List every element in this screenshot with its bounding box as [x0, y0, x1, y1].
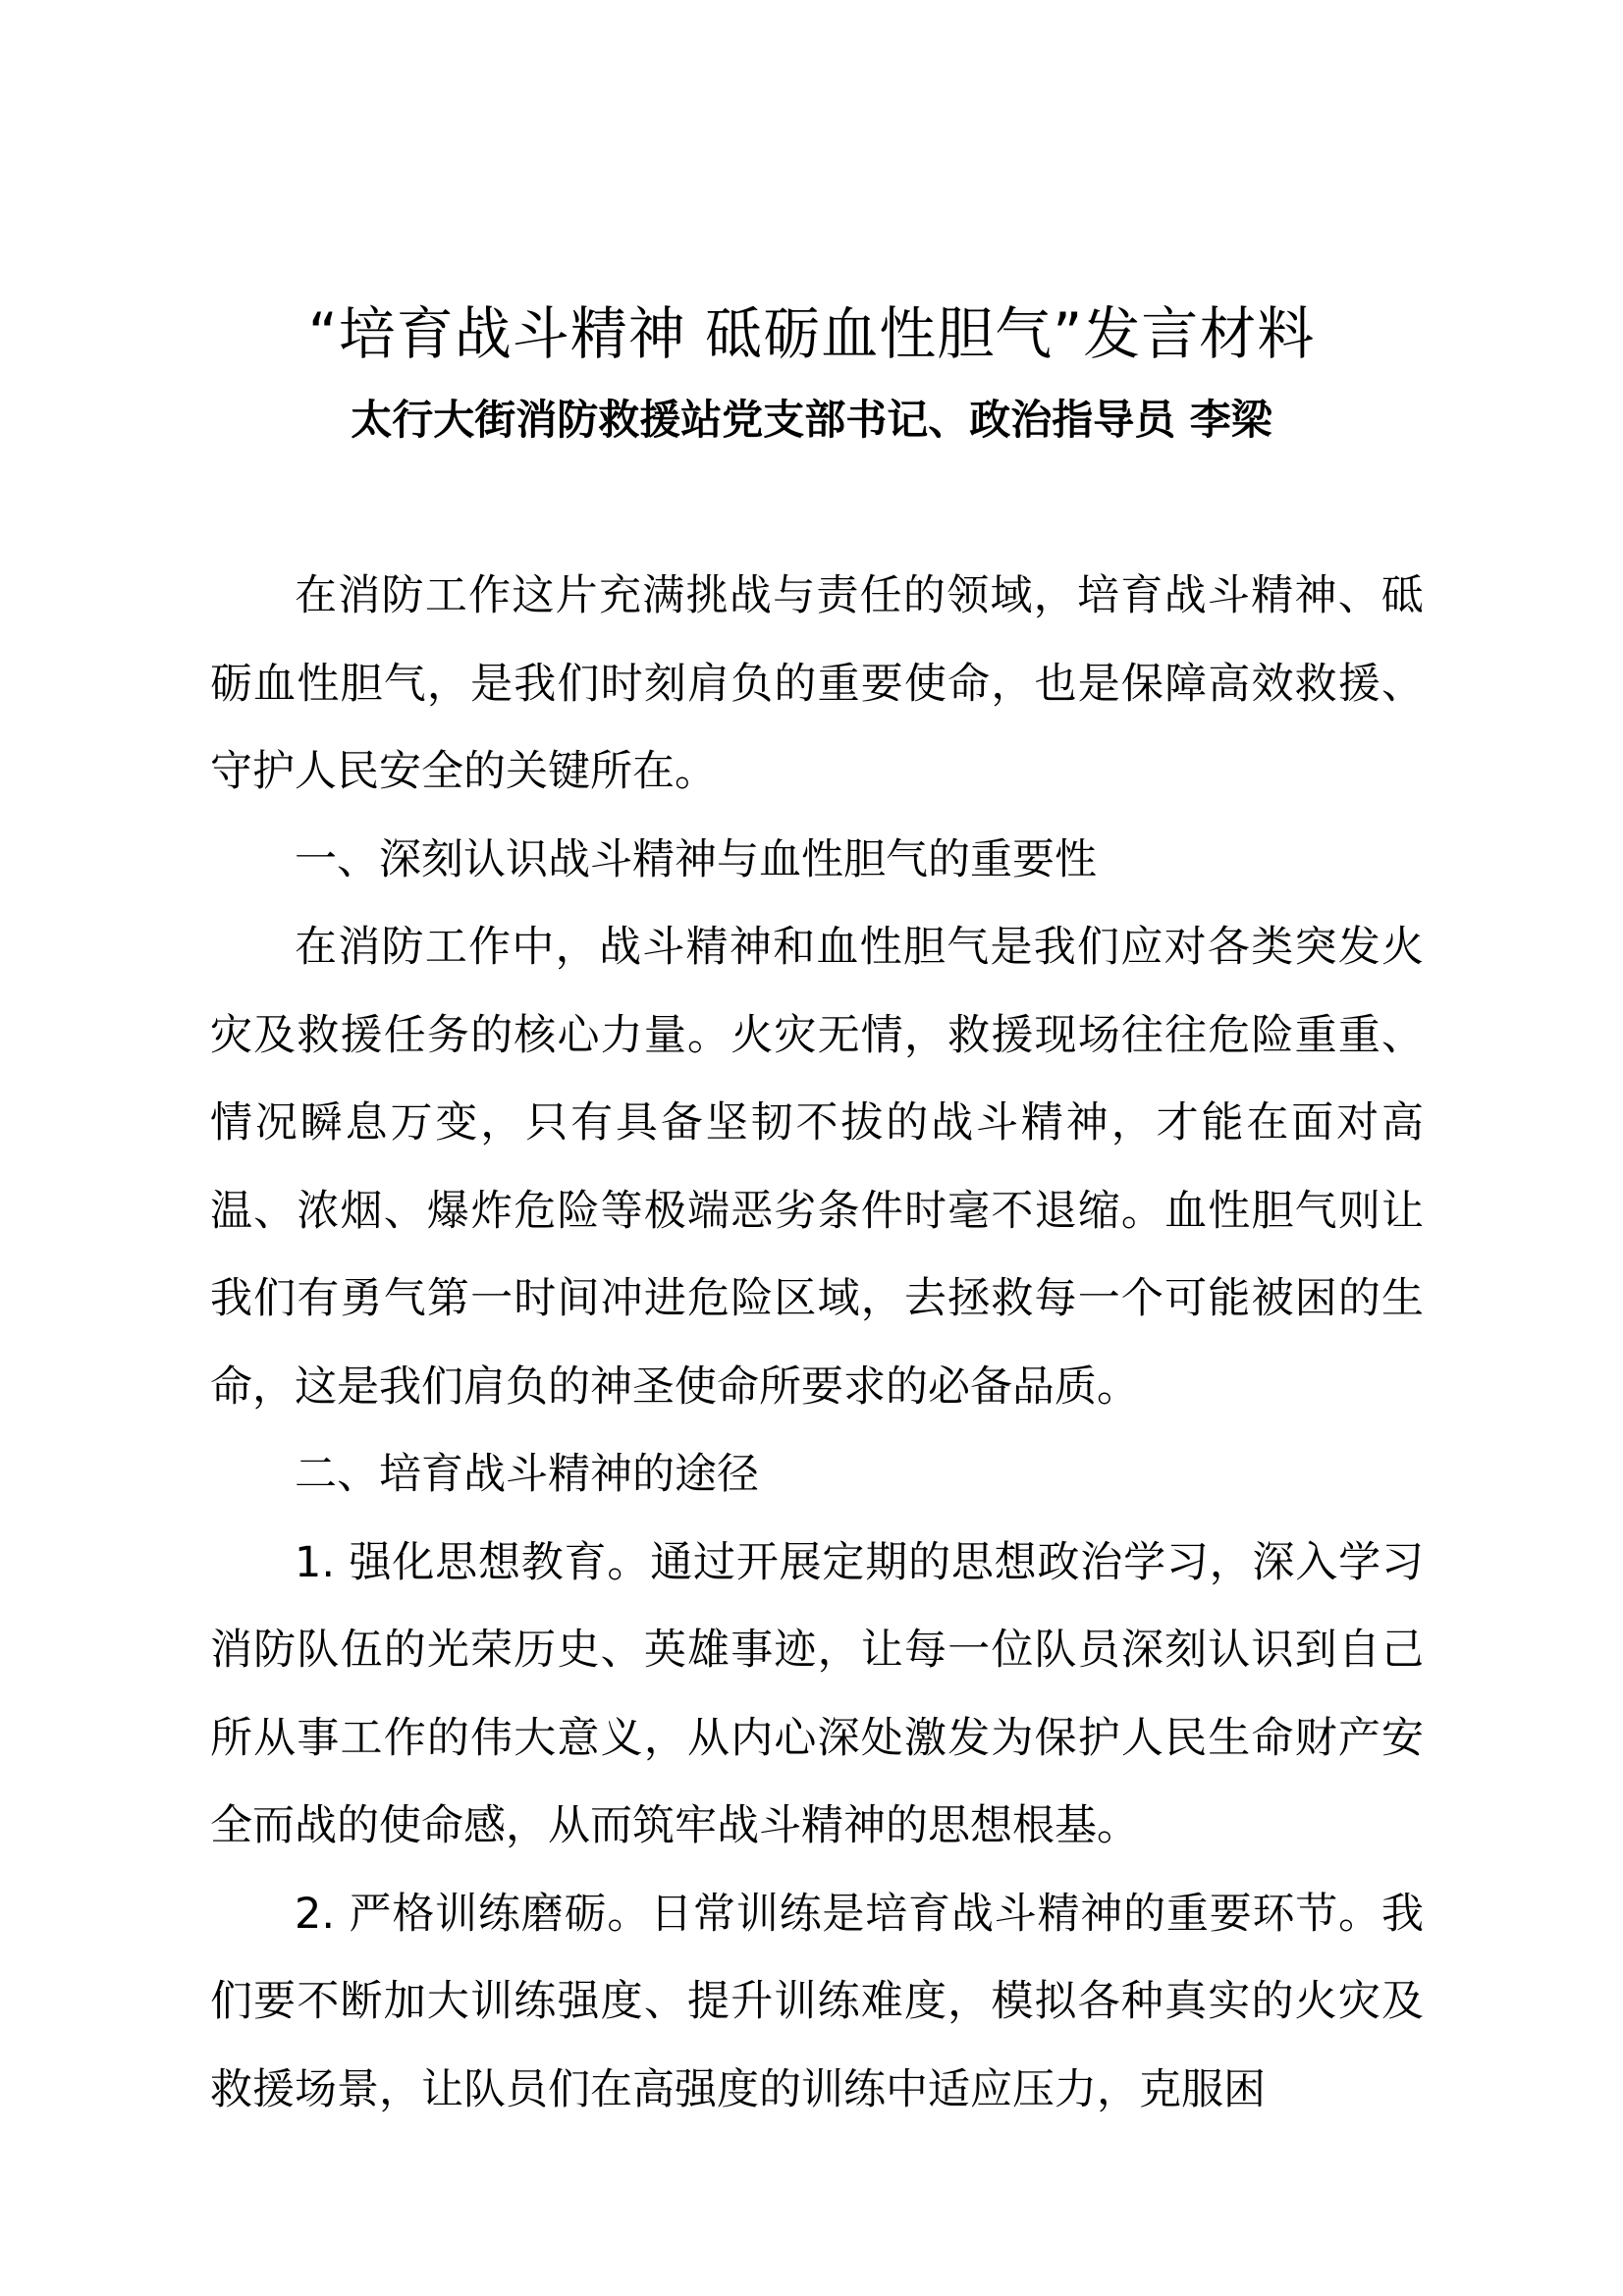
intro-paragraph: 在消防工作这片充满挑战与责任的领域，培育战斗精神、砥砺血性胆气，是我们时刻肩负的重要使命，也是保障高效救援、守护人民安全的关键所在。	[210, 571, 1424, 796]
section-2-heading: 二、培育战斗精神的途径	[295, 1450, 759, 1499]
section-2-item-2: 2. 严格训练磨砺。日常训练是培育战斗精神的重要环节。我们要不断加大训练强度、提升训练难度，模拟各种真实的火灾及救援场景，让队员们在高强度的训练中适应压力，克服困	[210, 1889, 1424, 2114]
section-2-item-1: 1. 强化思想教育。通过开展定期的思想政治学习，深入学习消防队伍的光荣历史、英雄事迹，让每一位队员深刻认识到自己所从事工作的伟大意义，从内心深处激发为保护人民生命财产安全而战的使命感，从而筑牢战斗精神的思想根基。	[210, 1537, 1424, 1850]
document-title: “培育战斗精神 砥砺血性胆气”发言材料	[307, 300, 1316, 367]
section-1-heading: 一、深刻认识战斗精神与血性胆气的重要性	[295, 834, 1097, 884]
author-line: 太行大街消防救援站党支部书记、政治指导员 李梁	[351, 396, 1272, 444]
section-1-paragraph: 在消防工作中，战斗精神和血性胆气是我们应对各类突发火灾及救援任务的核心力量。火灾无情，救援现场往往危险重重、情况瞬息万变，只有具备坚韧不拔的战斗精神，才能在面对高温、浓烟、爆炸危险等极端恶劣条件时毫不退缩。血性胆气则让我们有勇气第一时间冲进危险区域，去拯救每一个可能被困的生命，这是我们肩负的神圣使命所要求的必备品质。	[210, 923, 1424, 1412]
document-body	[210, 553, 1424, 2134]
